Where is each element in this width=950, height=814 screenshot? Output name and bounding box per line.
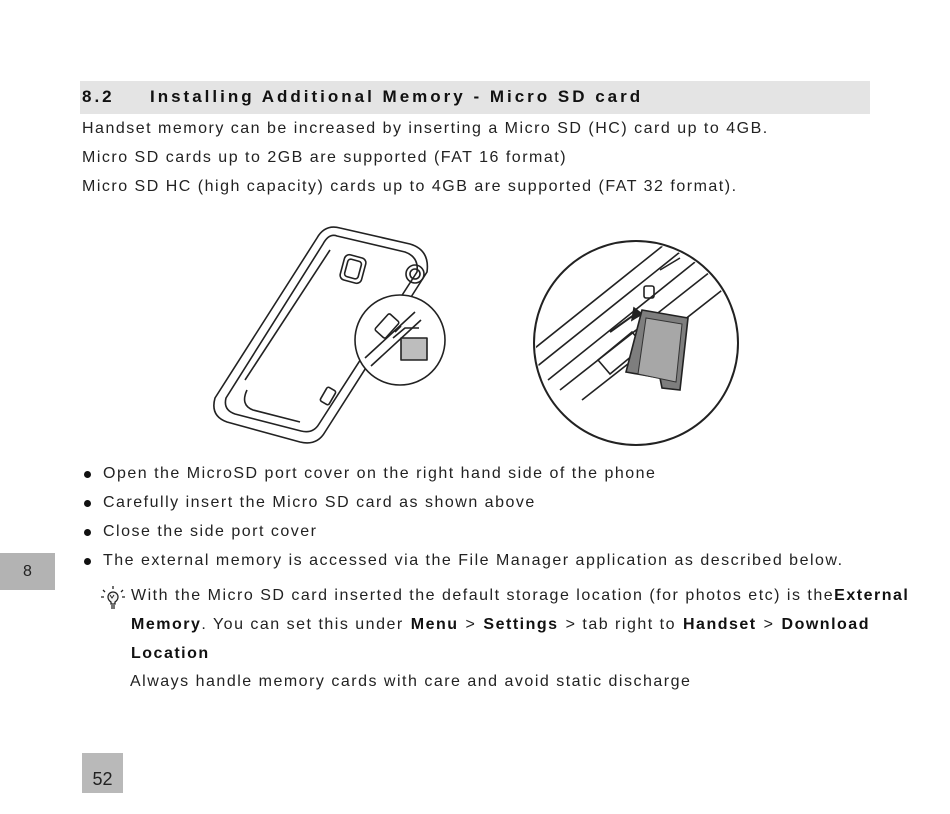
tip-note: Always handle memory cards with care and avoid static discharge <box>130 673 692 690</box>
page-number: 52 <box>82 753 123 793</box>
tip-download-label: Download <box>781 616 870 633</box>
tip-text-intro: With the Micro SD card inserted the default storage location (for photos etc) is the <box>131 587 835 604</box>
tip-separator-3: > <box>763 616 775 633</box>
tip-external-label: External <box>834 587 910 604</box>
tip-settings-label: Settings <box>483 616 559 633</box>
tip-text-set: . You can set this under <box>201 616 404 633</box>
bullet-dot <box>84 558 91 565</box>
section-heading <box>82 87 643 107</box>
intro-line-2: Micro SD cards up to 2GB are supported (FAT 16 format) <box>82 149 568 166</box>
tip-separator-2: > tab right to <box>565 616 676 633</box>
tip-handset-label: Handset <box>683 616 757 633</box>
section-number: 8.2 <box>82 87 115 106</box>
list-item <box>82 551 844 580</box>
list-item-text: Open the MicroSD port cover on the right hand side of the phone <box>103 465 657 482</box>
list-item-text: Close the side port cover <box>103 523 318 540</box>
phone-sd-illustration <box>205 220 455 452</box>
instruction-list <box>82 464 844 580</box>
bullet-dot <box>84 500 91 507</box>
list-item-text: The external memory is accessed via the File Manager application as described below. <box>103 552 844 569</box>
lightbulb-icon <box>99 585 127 613</box>
tip-separator-1: > <box>465 616 477 633</box>
sd-insert-closeup <box>520 240 750 450</box>
list-item-text: Carefully insert the Micro SD card as shown above <box>103 494 536 511</box>
section-title: Installing Additional Memory - Micro SD card <box>150 87 644 106</box>
tip-line-1 <box>131 587 910 605</box>
chapter-tab: 8 <box>0 553 55 590</box>
tip-line-2 <box>131 616 870 634</box>
tip-line-3 <box>131 645 870 663</box>
tip-menu-label: Menu <box>410 616 459 633</box>
bullet-dot <box>84 529 91 536</box>
list-item <box>82 464 844 493</box>
bullet-dot <box>84 471 91 478</box>
intro-line-1: Handset memory can be increased by inserting a Micro SD (HC) card up to 4GB. <box>82 120 769 137</box>
intro-line-3: Micro SD HC (high capacity) cards up to 4GB are supported (FAT 32 format). <box>82 178 738 195</box>
tip-memory-label: Memory <box>131 616 202 633</box>
tip-location-label: Location <box>131 645 210 662</box>
list-item <box>82 493 844 522</box>
list-item <box>82 522 844 551</box>
